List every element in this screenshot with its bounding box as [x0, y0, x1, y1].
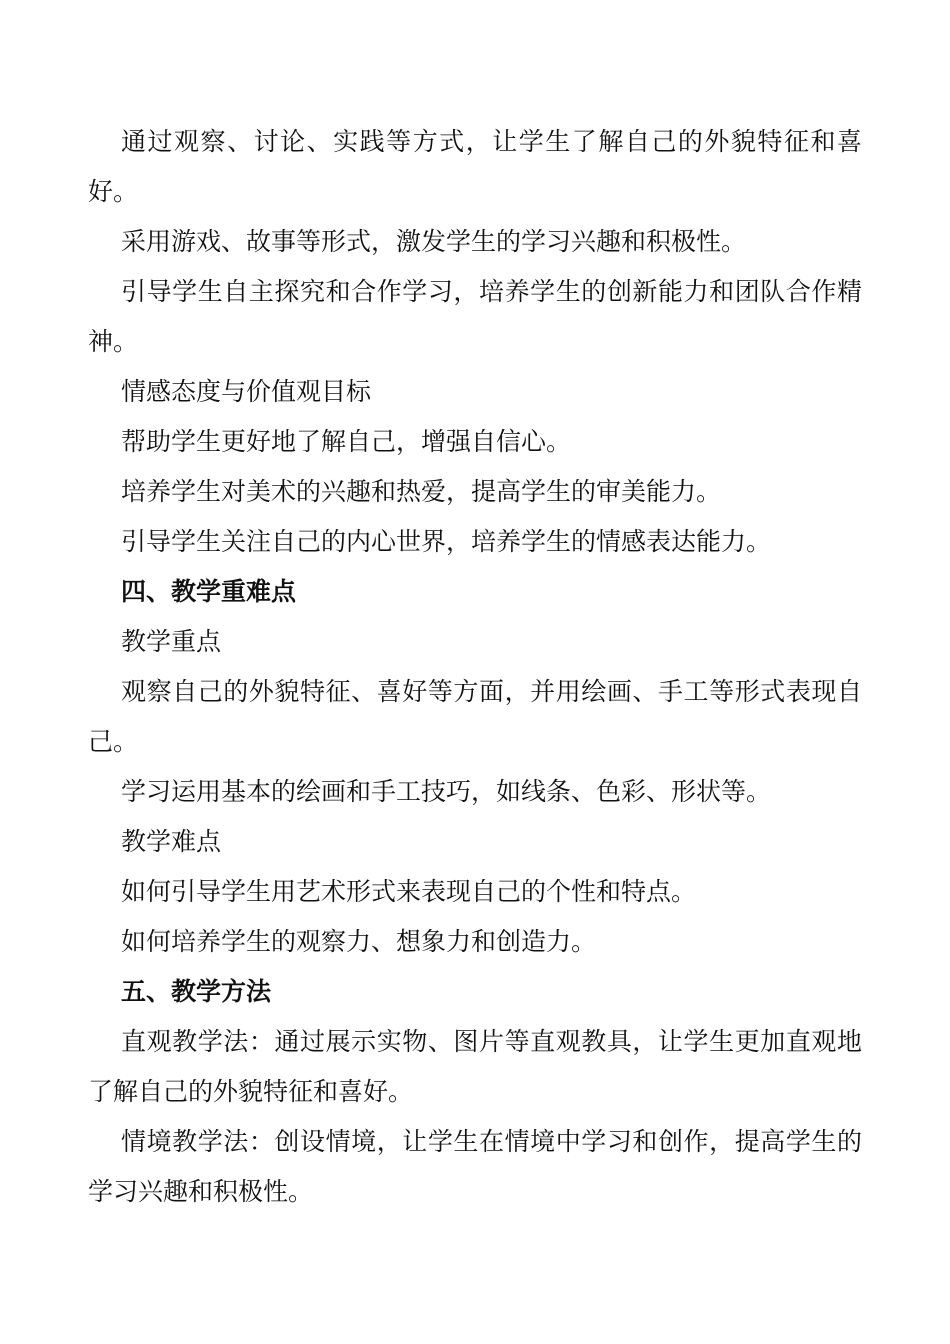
paragraph-situational-method: 情境教学法：创设情境，让学生在情境中学习和创作，提高学生的学习兴趣和积极性。 — [88, 1127, 862, 1206]
document-body — [88, 117, 862, 1217]
paragraph-games: 采用游戏、故事等形式，激发学生的学习兴趣和积极性。 — [121, 227, 747, 256]
section-heading-methods: 五、教学方法 — [121, 977, 272, 1006]
subheading-teaching-focus: 教学重点 — [121, 627, 222, 656]
paragraph-confidence: 帮助学生更好地了解自己，增强自信心。 — [121, 427, 572, 456]
paragraph-imagination: 如何培养学生的观察力、想象力和创造力。 — [121, 927, 597, 956]
section-heading-key-points: 四、教学重难点 — [121, 577, 297, 606]
paragraph-explore: 引导学生自主探究和合作学习，培养学生的创新能力和团队合作精神。 — [88, 277, 862, 356]
paragraph-express-personality: 如何引导学生用艺术形式来表现自己的个性和特点。 — [121, 877, 697, 906]
paragraph-techniques: 学习运用基本的绘画和手工技巧，如线条、色彩、形状等。 — [121, 777, 772, 806]
paragraph-observe: 通过观察、讨论、实践等方式，让学生了解自己的外貌特征和喜好。 — [88, 127, 862, 206]
paragraph-inner-world: 引导学生关注自己的内心世界，培养学生的情感表达能力。 — [121, 527, 772, 556]
paragraph-intuitive-method: 直观教学法：通过展示实物、图片等直观教具，让学生更加直观地了解自己的外貌特征和喜好。 — [88, 1027, 862, 1106]
paragraph-aesthetic: 培养学生对美术的兴趣和热爱，提高学生的审美能力。 — [121, 477, 722, 506]
subheading-emotion-goals: 情感态度与价值观目标 — [121, 377, 372, 406]
paragraph-observe-appearance: 观察自己的外貌特征、喜好等方面，并用绘画、手工等形式表现自己。 — [88, 677, 862, 756]
subheading-teaching-difficulty: 教学难点 — [121, 827, 222, 856]
